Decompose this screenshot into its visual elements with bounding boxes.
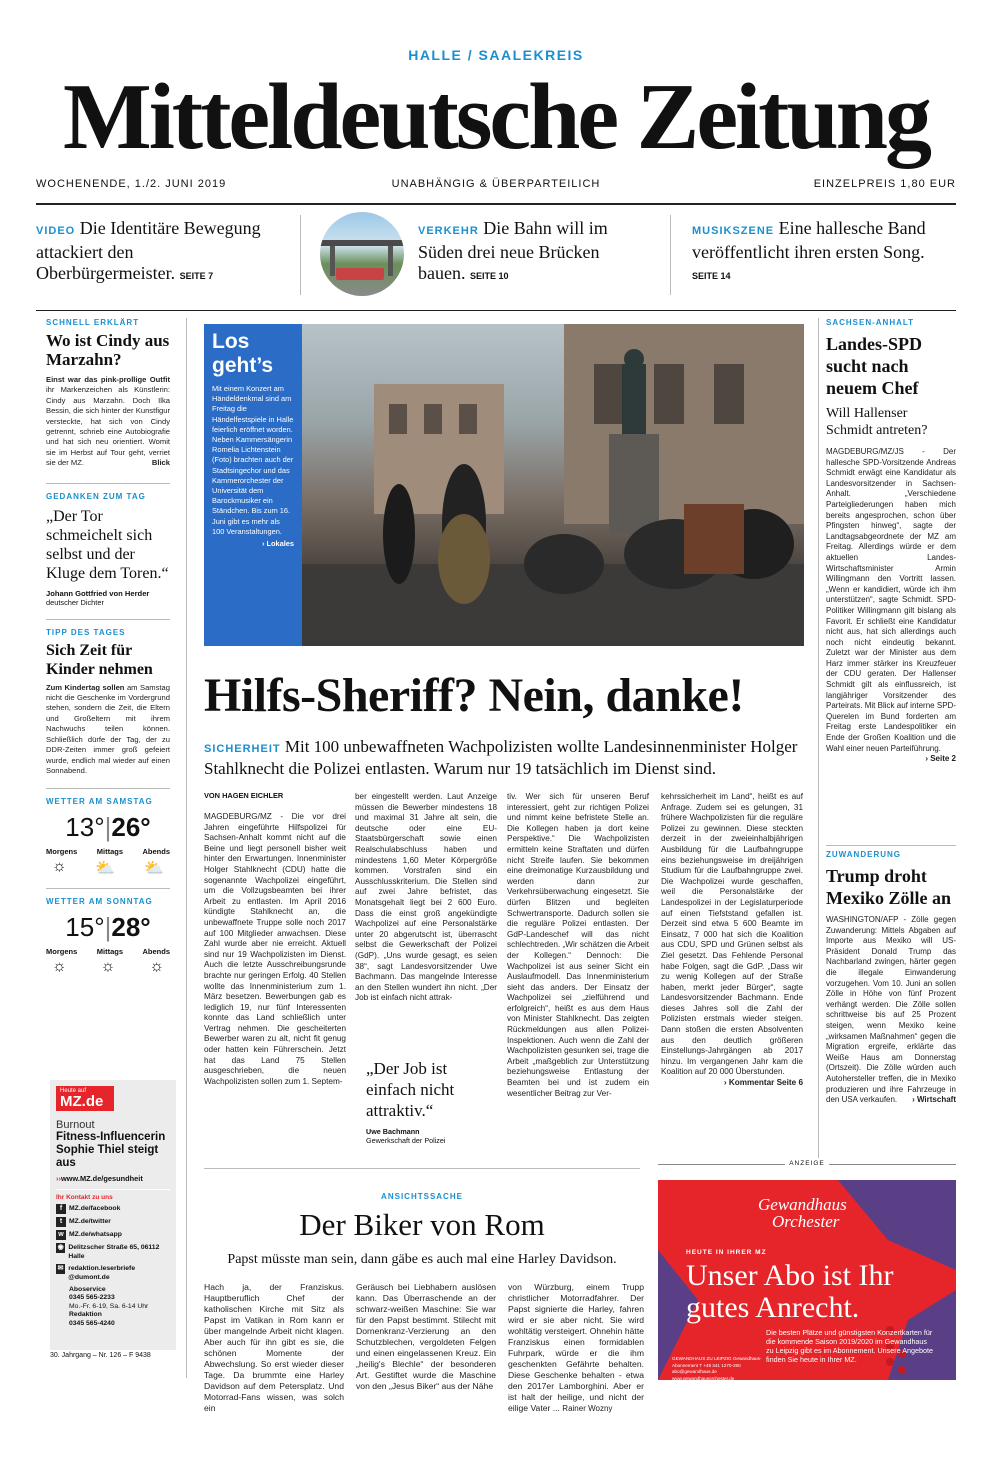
ad-text: Die besten Plätze und günstigsten Konzertkarten für die kommende Saison 2019/2020 im Gewandhaus zu Leipzig gibt es im Abonnement. Unsere Angebote finden Sie heute in Ihrer MZ. — [766, 1328, 934, 1364]
price: EINZELPREIS 1,80 EUR — [813, 178, 956, 190]
bottom-rule — [204, 1168, 640, 1169]
caption-ref[interactable]: › Lokales — [261, 539, 294, 549]
teaser-text: Eine hallesche Band veröffentlicht ihren ersten Song. — [692, 218, 926, 262]
weather-labels: Morgens Mittags Abends — [46, 947, 170, 957]
section-kicker: SACHSEN-ANHALT — [826, 318, 915, 327]
lead-column-4: kehrssicherheit im Land“, heißt es auf Anfrage. Zudem sei es gelungen, 31 frühere Wachpolizisten für die reguläre Polizei zu gewinnen. Diese steckten derzeit in der zweieinhalbjährigen Ausbildung für die Laufbahngruppe eins beziehungsweise im dreijährigen Studium für die Laufbahngruppe zwei. Die Wachpolizei wurde geschaffen, weil die Personalstärke der Landespolizei in der Legislaturperiode auf einen Tiefststand gefallen ist. Derzeit sind etwa 5 600 Beamte im Einsatz, 7 000 hat sich die Koalition aus CDU, SPD und Grünen selbst als Ziel gesetzt. Das Fehlende Personal habe Folgen, sagt die GdP. „Dass wir zu wenig Kollegen auf der Straße haben, merkt jeder Bürger“, sagte Landesvorsitzender Bachmann. Ende dieses Jahres soll die Zahl der Polizisten erstmals wieder steigen. Dann stoßen die ersten Absolventen aus den deutlich größeren Einstellungs-Jahrgängen ab 2017 hinzu. Im vergangenen Jahr kam die Koalition auf 20 000 Überstunden. › Kommentar Seite 6 — [661, 792, 803, 1088]
contact-email[interactable]: ✉ redaktion.leserbriefe @dumont.de — [57, 1265, 136, 1281]
mz-logo: Heute auf MZ.de — [56, 1086, 114, 1111]
section-kicker: ZUWANDERUNG — [826, 850, 901, 859]
right-column-2 — [826, 845, 956, 1106]
sun-icon: ☼ — [52, 858, 67, 876]
spd-headline[interactable]: Landes-SPD sucht nach neuem Chef — [826, 334, 923, 398]
bottom-column-2: Geräusch bei Liebhabern auslösen kann. Das Überraschende an der schwarz-weißen Maschine: Sie war für den Papst bestimmt. Stilecht mit Dornenkranz-Verzierung an den Schutzblechen, vergoldeten Felgen und einen eingelassenen Kreuz. Ein „heilig's Blechle“ der besonderen Art. Gestiftet wurde die Maschine von den „Jesus Biker“ aus der Nähe — [356, 1282, 496, 1391]
teaser-kicker: VIDEO — [36, 225, 76, 237]
left-column-divider — [186, 318, 187, 1378]
issue-date: WOCHENENDE, 1./2. JUNI 2019 — [36, 178, 227, 190]
contact-twitter[interactable]: t MZ.de/twitter — [56, 1217, 170, 1227]
bottom-headline[interactable]: Der Biker von Rom — [299, 1207, 545, 1242]
bottom-author: Rainer Wozny — [562, 1404, 613, 1413]
right-column — [826, 318, 956, 765]
teaser-verkehr[interactable] — [418, 218, 648, 287]
section-kicker: TIPP DES TAGES — [46, 627, 126, 637]
trump-text: WASHINGTON/AFP - Zölle gegen Zuwanderung: Mittels Abgaben auf Importe aus Mexiko will US-Präsident Donald Trump das Nachbarland zwingen, härter gegen die illegale Einwanderung vorzugehen. Vom 10. Juni an sollen Zölle in Höhe von fünf Prozent verhängt werden. Die Zölle sollen schrittweise bis auf 25 Prozent steigen, wenn Mexiko keine „wirksamen Maßnahmen“ gegen die Migration ergreife, erklärte das Weiße Haus am Donnerstag (Ortszeit). Die Zölle würden auch Autohersteller treffen, die in Mexiko produzieren und ihre Fahrzeuge in den USA verkaufen. › Wirtschaft — [826, 915, 956, 1105]
promo-kicker: Burnout — [56, 1119, 95, 1131]
lead-column-3: tiv. Wer sich für unseren Beruf interessiert, geht zur richtigen Polizei und nimmt keine befristete Stelle an. Die Kollegen haben ja dort keine Perspektive.“ Die Wachpolizisten ermitteln keine Straftaten und dürfen nicht Streife laufen. Sie bekommen eine dreimonatige Kurzausbildung und werden dann zur Verkehrsüberwachung eingesetzt. Sie dürfen Blitzen und begleiten Schwertransporte. Dadurch sollen sie die reguläre Polizei entlasten. Der GdP-Landeschef will das nicht schlechtreden. „Wir schätzen die Arbeit der Kollegen.“ Dennoch: Die Wachpolizei ist aus seiner Sicht ein Auslaufmodell. Das Innenministerium sieht das anders. Der Einsatz der Wachpolizei sei „zielführend und erfolgreich“, heißt es aus dem Haus von Minister Stahlknecht. Das zeigten Rückmeldungen aus allen Polizei-Inspektionen. Auch wenn die Zahl der Wachpolizisten gesunken sei, trage die Arbeit „maßgeblich zur Unterstützung beziehungsweise Entlastung der Beamten bei und ist zudem ein wesentlicher Beitrag zur Ver- — [507, 792, 649, 1098]
teaser-kicker: VERKEHR — [418, 225, 479, 237]
ad-label: ANZEIGE — [658, 1164, 956, 1175]
ad-contact: GEWANDHAUS ZU LEIPZIG Gewandhaus-Abonnement T +49 341 1270-280 abo@gewandhaus.de www.gewandhausorchester.de — [672, 1356, 762, 1380]
right-column-divider — [818, 318, 819, 1158]
brief-text: Einst war das pink-prollige Outfit ihr Markenzeichen als Künstlerin: Cindy aus Marzahn. Doch Ilka Bessin, die sich hinter der Kunstfigur versteckte, hat sich von Cindy getrennt, schrieb eine Autobiografie und hat sich neu orientiert. Womit sie im Herbst auf Tour geht, verriet sie der MZ. Blick — [46, 375, 170, 468]
partly-cloudy-icon: ⛅ — [95, 860, 116, 878]
comment-ref[interactable]: › Kommentar Seite 6 — [723, 1078, 803, 1088]
whatsapp-icon: w — [56, 1230, 66, 1240]
teaser-ref: SEITE 7 — [179, 271, 214, 281]
contact-address: ◉ Delitzscher Straße 65, 06112 Halle — [57, 1244, 160, 1260]
tip-headline[interactable]: Sich Zeit für Kinder nehmen — [46, 641, 153, 678]
bottom-kicker: ANSICHTSSACHE — [381, 1192, 463, 1201]
contact-heading: Ihr Kontakt zu uns — [56, 1194, 113, 1201]
mail-icon: ✉ — [57, 1265, 64, 1272]
weather-temps-saturday: 13°|26° — [65, 812, 151, 843]
spd-ref[interactable]: › Seite 2 — [925, 754, 956, 764]
teaser-video[interactable] — [36, 218, 276, 287]
ad-logo: Gewandhaus Orchester — [758, 1195, 847, 1231]
service-phones: Aboservice 0345 565-2233 Mo.-Fr. 6-19, Sa. 6-14 Uhr Redaktion 0345 565-4240 — [69, 1286, 149, 1327]
teaser-ref: SEITE 14 — [692, 271, 731, 281]
spd-subheadline: Will Hallenser Schmidt antreten? — [826, 406, 928, 438]
teaser-divider — [670, 215, 671, 295]
region-label: HALLE / SAALEKREIS — [408, 47, 584, 63]
spd-text: MAGDEBURG/MZ/JS - Der hallesche SPD-Vorsitzende Andreas Schmidt erwägt eine Kandidatur als Landesvorsitzender in Sachsen-Anhalt. „Verschiedene Parteigliederungen haben mich bereits angesprochen, schon über Pfingsten hinweg“, sagte der Landtagsabgeordnete der MZ am Freitag. Allerdings würde er dem aktuellen Landes-Wirtschaftsminister Armin Willingmann den Vortritt lassen. „Wenn er kandidiert, würde ich ihm unterstützen“, sagte Schmidt. SPD-Politiker Willingmann gilt bislang als Favorit. Er schließt eine Kandidatur nicht aus, hat sich allerdings auch noch nicht eindeutig bekannt. Zuletzt war der Minister aus dem Harz immer stärker ins Kreuzfeuer der CDU geraten. Der Hallenser Schmidt gilt als einflussreich, ist langjähriger Vorsitzender des Parteirats. Mit Blick auf interne SPD-Querelen im Bund forderten am Freitag erste Landespolitiker ein Ende der Großen Koalition und die Wahl einer neuen Parteiführung. › Seite 2 — [826, 447, 956, 764]
lead-deck: SICHERHEIT Mit 100 unbewaffneten Wachpolizisten wollte Landesinnenminister Holger Stahlknecht die Polizei entlasten. Warum nur 19 tatsächlich im Dienst sind. — [204, 737, 798, 778]
teaser-musikszene[interactable] — [692, 218, 954, 287]
tip-text: Zum Kindertag sollen am Samstag nicht die Geschenke im Vordergrund stehen, sondern die Zeit, die Eltern und Großeltern mit ihrem Nachwuchs teilen können. Schließlich dürfe der Tag, der zu DDR-Zeiten immer groß gefeiert wurde, endlich mal wieder auf einen Sonnabend. — [46, 682, 170, 775]
brief-ref: Blick — [151, 458, 170, 468]
contact-whatsapp[interactable]: w MZ.de/whatsapp — [56, 1230, 170, 1240]
thought-quote: „Der Tor schmeichelt sich selbst und der Kluge dem Toren.“ — [46, 507, 169, 582]
newspaper-title: Mitteldeutsche Zeitung — [62, 65, 930, 169]
twitter-icon: t — [56, 1217, 66, 1227]
contact-facebook[interactable]: f MZ.de/facebook — [56, 1204, 170, 1214]
sun-icon: ☼ — [100, 958, 116, 976]
sun-icon: ☼ — [52, 958, 67, 976]
teaser-kicker: MUSIKSZENE — [692, 225, 775, 237]
section-kicker: SCHNELL ERKLÄRT — [46, 318, 140, 327]
lead-byline: VON HAGEN EICHLER — [204, 791, 284, 800]
issue-number: 30. Jahrgang – Nr. 126 – F 9438 — [50, 1352, 151, 1359]
teaser-text: Die Identitäre Bewegung attackiert den Oberbürgermeister. — [36, 218, 261, 283]
quote-author: Johann Gottfried von Herder — [46, 588, 150, 598]
weather-labels: Morgens Mittags Abends — [46, 847, 170, 857]
trump-headline[interactable]: Trump droht Mexiko Zölle an — [826, 866, 951, 908]
partly-cloudy-icon: ⛅ — [144, 860, 164, 878]
gewandhaus-ad[interactable] — [658, 1180, 956, 1380]
promo-headline[interactable]: Fitness-Influencerin Sophie Thiel steigt aus — [56, 1131, 166, 1169]
ad-headline: Unser Abo ist Ihr gutes Anrecht. — [686, 1259, 894, 1324]
location-icon: ◉ — [57, 1244, 64, 1251]
weather-kicker: WETTER AM SAMSTAG — [46, 797, 153, 807]
facebook-icon: f — [56, 1204, 66, 1214]
lead-column-1: MAGDEBURG/MZ - Die vor drei Jahren eingeführte Hilfspolizei für Sachsen-Anhalt kommt nicht auf die Beine und liegt personell bisher weit hinter den Erwartungen. Innenminister Holger Stahlknecht (CDU) hatte die sogenannte Wachpolizei eingeführt, um die Vollzugsbeamten bei ihrer Arbeit zu entlasten. Im April 2016 kündigte Stahlknecht an, die unbewaffnete Truppe solle noch 2017 auf 100 Mitglieder anwachsen. Diese Zahl wurde aber nie erreicht. Aktuell sind nur 19 Wachpolizisten im Dienst. Auch die letzte Ausschreibungsrunde brachte nur geringen Erfolg. 40 Stellen wollte das Innenministerium zum 1. März besetzen. Bewerbungen gab es lediglich 19, nur fünf Interessenten konnte das Land schließlich unter Vertrag nehmen. Die gescheiterten Bewerber waren zu alt, nicht fit genug oder hatten kein Führerschein. Jetzt hat das Land 75 Stellen ausgeschrieben, die neuen Wachpolizisten sollen zum 1. Septem- — [204, 812, 346, 1086]
sun-icon: ☼ — [149, 958, 164, 976]
trump-ref[interactable]: › Wirtschaft — [912, 1095, 956, 1105]
lead-headline[interactable]: Hilfs-Sheriff? Nein, danke! — [204, 669, 744, 722]
quote-role: deutscher Dichter — [46, 597, 104, 607]
teaser-divider — [300, 215, 301, 295]
caption-headline: Los geht’s — [212, 330, 274, 377]
bottom-column-1: Hach ja, der Franziskus. Hauptberuflich Chef der katholischen Kirche mit Sitz als Papst im Vatikan in Rom kann er über mangelnde Arbeit nicht klagen. Aber auch für ihn gibt es sie, die schönen Momente der Abwechslung. So erst wieder dieser Tage. Da brummte eine Harley Davidson auf dem Petersplatz. Und Motorrad-Fans wissen, was solch ein — [204, 1282, 344, 1413]
weather-kicker: WETTER AM SONNTAG — [46, 897, 153, 907]
teaser-ref: SEITE 10 — [469, 271, 509, 281]
weather-temps-sunday: 15°|28° — [65, 912, 151, 943]
brief-headline[interactable]: Wo ist Cindy aus Marzahn? — [46, 331, 170, 369]
teaser-text: Die Bahn will im Süden drei neue Brücken bauen. — [418, 218, 608, 283]
lead-column-2: ber eingestellt werden. Laut Anzeige müssen die Bewerber mindestens 18 und maximal 31 Jahre alt sein, die deutsche oder eine EU-Staatsbürgerschaft sowie einen Realschulabschluss haben und mindestens 1,60 Meter Körpergröße kommen. Vorstrafen sind ein Ausschlusskriterium. Die Stellen sind auf zwei Jahre befristet, das Monatsgehalt liegt bei 2 600 Euro. Dass die einst groß angekündigte Wachpolizei auf eine Personalstärke unter 20 abgerutscht ist, überrascht selbst die Gewerkschaft der Polizei (GdP). „Uns wurde gesagt, es seien 38“, sagt Landesvorsitzender Uwe Bachmann. Das mangelnde Interesse an den Stellen wundert ihn nicht. „Der Job ist einfach nicht attrak- — [355, 792, 497, 1003]
photo-caption-box — [204, 324, 302, 646]
promo-link[interactable]: ››www.MZ.de/gesundheit — [56, 1174, 143, 1183]
caption-text: Mit einem Konzert am Händeldenkmal sind am Freitag die Händelfestspiele in Halle feierlich eröffnet worden. Neben Kammersängerin Romelia Lichtenstein (Foto) brachten auch der Stadtsingechor und das Kammerorchester der Universität dem Barockmusiker ein Ständchen. Bis zum 16. Juni gibt es mehr als 100 Veranstaltungen. — [212, 384, 294, 536]
teaser-rule — [36, 310, 956, 311]
ad-tag: HEUTE IN IHRER MZ — [686, 1249, 767, 1256]
bottom-column-3: von Würzburg, einem Trupp christlicher Motorradfahrer. Der Papst signierte die Harley, fahren wird er sie aber nicht. Sie wird wohltätig versteigert. Ohnehin hätte Franziskus einen formidablen Fuhrpark, würde er die ihm geschenkten Gefährte behalten. Diese Geschenke behalten - etwa den 2017er Lamborghini. Aber er ist halt der heilige, und nicht der eilige Vater ... Rainer Wozny — [508, 1282, 644, 1413]
bottom-deck: Papst müsste man sein, dann gäbe es auch mal eine Harley Davidson. — [227, 1252, 617, 1267]
lead-pull-quote: „Der Job ist einfach nicht attraktiv.“ Uwe Bachmann Gewerkschaft der Polizei — [366, 1059, 455, 1145]
mz-promo-box[interactable] — [50, 1080, 176, 1350]
teaser-image-tram — [320, 212, 404, 296]
masthead-rule — [36, 203, 956, 205]
paper-motto: UNABHÄNGIG & ÜBERPARTEILICH — [391, 178, 601, 190]
left-column — [46, 318, 170, 976]
section-kicker: GEDANKEN ZUM TAG — [46, 491, 146, 501]
